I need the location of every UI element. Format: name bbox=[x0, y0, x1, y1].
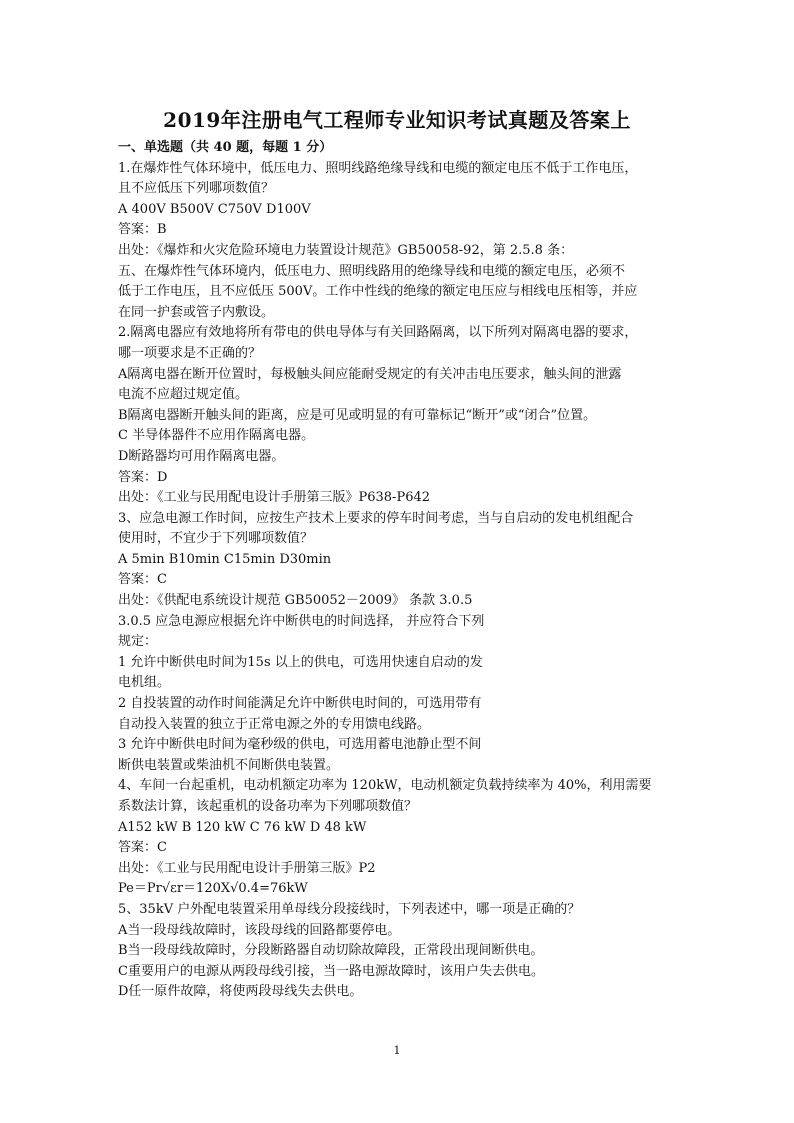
text-line: 且不应低压下列哪项数值？ bbox=[118, 181, 275, 197]
text-line: A当一段母线故障时，该段母线的回路都要停电。 bbox=[118, 922, 401, 938]
section-heading: 一、单选题（共 40 题，每题 1 分） bbox=[118, 140, 333, 155]
text-line: A 400V B500V C750V D100V bbox=[118, 201, 311, 217]
text-line: 哪一项要求是不正确的？ bbox=[118, 345, 262, 361]
text-line: 低于工作电压，且不应低压 500V。工作中性线的绝缘的额定电压应与相线电压相等，并应 bbox=[118, 284, 638, 300]
text-line: Pe＝Pr√εr＝120X√0.4=76kW bbox=[118, 881, 308, 897]
text-line: 答案：B bbox=[118, 222, 167, 238]
text-line: 规定： bbox=[118, 634, 158, 650]
text-line: 出处：《工业与民用配电设计手册第三版》P638-P642 bbox=[118, 490, 431, 506]
text-line: 2 自投装置的动作时间能满足允许中断供电时间的，可选用带有 bbox=[118, 696, 482, 712]
text-line: 断供电装置或柴油机不间断供电装置。 bbox=[118, 757, 340, 773]
text-line: 4、车间一台起重机，电动机额定功率为 120kW，电动机额定负载持续率为 40%，利用需要 bbox=[118, 778, 652, 794]
text-line: 1.在爆炸性气体环境中，低压电力、照明线路绝缘导线和电缆的额定电压不低于工作电压， bbox=[118, 160, 638, 176]
text-line: D断路器均可用作隔离电器。 bbox=[118, 448, 285, 464]
text-line: 在同一护套或管子内敷设。 bbox=[118, 304, 275, 320]
document-body bbox=[118, 138, 678, 1003]
document-title: 2019年注册电气工程师专业知识考试真题及答案上 bbox=[163, 108, 631, 132]
text-line: 出处：《工业与民用配电设计手册第三版》P2 bbox=[118, 860, 376, 876]
page-number: 1 bbox=[393, 1044, 401, 1057]
text-line: B当一段母线故障时，分段断路器自动切除故障段，正常段出现间断供电。 bbox=[118, 943, 544, 959]
text-line: 出处：《爆炸和火灾危险环境电力装置设计规范》GB50058-92，第 2.5.8 条： bbox=[118, 242, 574, 258]
text-line: 5、35kV 户外配电装置采用单母线分段接线时，下列表述中，哪一项是正确的？ bbox=[118, 901, 581, 917]
text-line: 自动投入装置的独立于正常电源之外的专用馈电线路。 bbox=[118, 716, 431, 732]
text-line: 3.0.5 应急电源应根据允许中断供电的时间选择， 并应符合下列 bbox=[118, 613, 485, 629]
text-line: C 半导体器件不应用作隔离电器。 bbox=[118, 428, 315, 444]
text-line: 答案：C bbox=[118, 572, 167, 588]
text-line: 电流不应超过规定值。 bbox=[118, 387, 249, 403]
text-line: 五、在爆炸性气体环境内，低压电力、照明线路用的绝缘导线和电缆的额定电压，必须不 bbox=[118, 263, 626, 279]
text-line: A 5min B10min C15min D30min bbox=[118, 551, 332, 567]
text-line: A152 kW B 120 kW C 76 kW D 48 kW bbox=[118, 819, 367, 835]
text-line: 系数法计算，该起重机的设备功率为下列哪项数值？ bbox=[118, 799, 418, 814]
text-line: 1 允许中断供电时间为15s 以上的供电，可选用快速自启动的发 bbox=[118, 654, 483, 670]
text-line: A隔离电器在断开位置时，每极触头间应能耐受规定的有关冲击电压要求，触头间的泄露 bbox=[118, 366, 622, 382]
text-line: 答案：D bbox=[118, 469, 168, 485]
text-lines bbox=[118, 159, 678, 1003]
text-line: 出处：《供配电系统设计规范 GB50052－2009》 条款 3.0.5 bbox=[118, 593, 473, 609]
text-line: 电机组。 bbox=[118, 675, 171, 691]
text-line: 答案：C bbox=[118, 840, 167, 856]
text-line: D任一原件故障，将使两段母线失去供电。 bbox=[118, 984, 363, 1000]
text-line: 3 允许中断供电时间为毫秒级的供电，可选用蓄电池静止型不间 bbox=[118, 737, 482, 753]
text-line: C重要用户的电源从两段母线引接，当一路电源故障时，该用户失去供电。 bbox=[118, 963, 544, 979]
text-line: B隔离电器断开触头间的距离，应是可见或明显的有可靠标记“断开”或“闭合”位置。 bbox=[118, 407, 597, 423]
text-line: 2.隔离电器应有效地将所有带电的供电导体与有关回路隔离，以下所列对隔离电器的要求， bbox=[118, 325, 638, 341]
text-line: 使用时，不宜少于下列哪项数值？ bbox=[118, 531, 314, 547]
text-line: 3、应急电源工作时间，应按生产技术上要求的停车时间考虑，当与自启动的发电机组配合 bbox=[118, 510, 634, 526]
